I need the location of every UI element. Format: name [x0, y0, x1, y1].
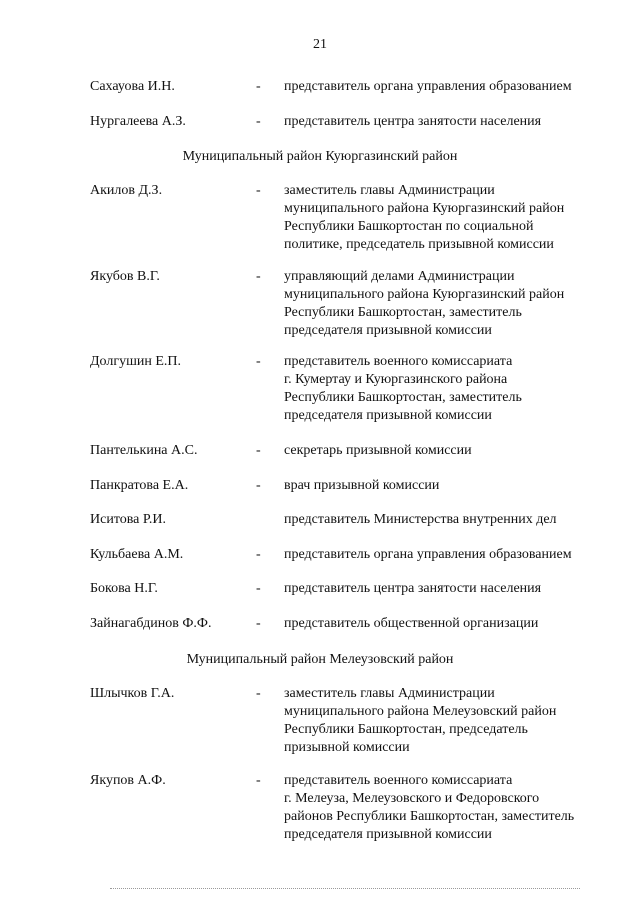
member-name: Якупов А.Ф.	[90, 773, 166, 788]
member-name: Якубов В.Г.	[90, 269, 160, 284]
member-name: Панкратова Е.А.	[90, 478, 189, 493]
role-line: заместитель главы Администрации	[284, 183, 495, 198]
role-line: Республики Башкортостан, заместитель	[284, 390, 522, 405]
role-line: представитель органа управления образованием	[284, 79, 572, 94]
section-heading: Муниципальный район Куюргазинский район	[182, 149, 458, 164]
member-name: Долгушин Е.П.	[90, 354, 182, 369]
separator-dash: -	[256, 581, 261, 596]
separator-dash: -	[256, 114, 261, 129]
separator-dash: -	[256, 686, 261, 701]
member-name: Бокова Н.Г.	[90, 581, 158, 596]
role-line: Республики Башкортостан, председатель	[284, 722, 528, 737]
separator-dash: -	[256, 773, 261, 788]
role-line: председателя призывной комиссии	[284, 408, 492, 423]
role-line: г. Мелеуза, Мелеузовского и Федоровского	[284, 791, 540, 806]
separator-dash: -	[256, 478, 261, 493]
role-line: представитель органа управления образованием	[284, 547, 572, 562]
role-line: г. Кумертау и Куюргазинского района	[284, 372, 508, 387]
scan-artifact	[110, 888, 580, 891]
role-line: Республики Башкортостан, заместитель	[284, 305, 522, 320]
member-name: Зайнагабдинов Ф.Ф.	[90, 616, 212, 631]
member-name: Нургалеева А.З.	[90, 114, 186, 129]
separator-dash: -	[256, 616, 261, 631]
member-role	[284, 511, 619, 529]
role-line: председателя призывной комиссии	[284, 323, 492, 338]
role-line: Республики Башкортостан по социальной	[284, 219, 534, 234]
role-line: призывной комиссии	[284, 740, 410, 755]
member-role	[284, 442, 619, 460]
role-line: представитель военного комиссариата	[284, 354, 513, 369]
member-name: Кульбаева А.М.	[90, 547, 184, 562]
role-line: представитель центра занятости населения	[284, 114, 542, 129]
role-line: управляющий делами Администрации	[284, 269, 515, 284]
member-role	[284, 580, 619, 598]
role-line: секретарь призывной комиссии	[284, 443, 472, 458]
role-line: муниципального района Куюргазинский район	[284, 287, 565, 302]
separator-dash: -	[256, 269, 261, 284]
role-line: районов Республики Башкортостан, заместитель	[284, 809, 575, 824]
role-line: политике, председатель призывной комиссии	[284, 237, 554, 252]
member-role	[284, 182, 619, 254]
member-name: Иситова Р.И.	[90, 512, 167, 527]
member-role	[284, 353, 619, 425]
member-name: Акилов Д.З.	[90, 183, 163, 198]
member-name: Шлычков Г.А.	[90, 686, 175, 701]
separator-dash: -	[256, 547, 261, 562]
role-line: врач призывной комиссии	[284, 478, 440, 493]
member-role	[284, 546, 619, 564]
member-role	[284, 78, 619, 96]
role-line: представитель военного комиссариата	[284, 773, 513, 788]
separator-dash: -	[256, 443, 261, 458]
member-role	[284, 685, 619, 757]
page-number: 21	[313, 37, 327, 52]
member-role	[284, 268, 619, 340]
role-line: заместитель главы Администрации	[284, 686, 495, 701]
separator-dash: -	[256, 183, 261, 198]
member-role	[284, 477, 619, 495]
role-line: председателя призывной комиссии	[284, 827, 492, 842]
role-line: муниципального района Куюргазинский район	[284, 201, 565, 216]
member-name: Пантелькина А.С.	[90, 443, 198, 458]
role-line: представитель Министерства внутренних дел	[284, 512, 557, 527]
separator-dash: -	[256, 354, 261, 369]
role-line: представитель общественной организации	[284, 616, 539, 631]
member-role	[284, 113, 619, 131]
section-heading: Муниципальный район Мелеузовский район	[186, 652, 454, 667]
member-role	[284, 772, 619, 844]
role-line: представитель центра занятости населения	[284, 581, 542, 596]
role-line: муниципального района Мелеузовский район	[284, 704, 557, 719]
separator-dash: -	[256, 79, 261, 94]
member-role	[284, 615, 619, 633]
member-name: Сахауова И.Н.	[90, 79, 175, 94]
